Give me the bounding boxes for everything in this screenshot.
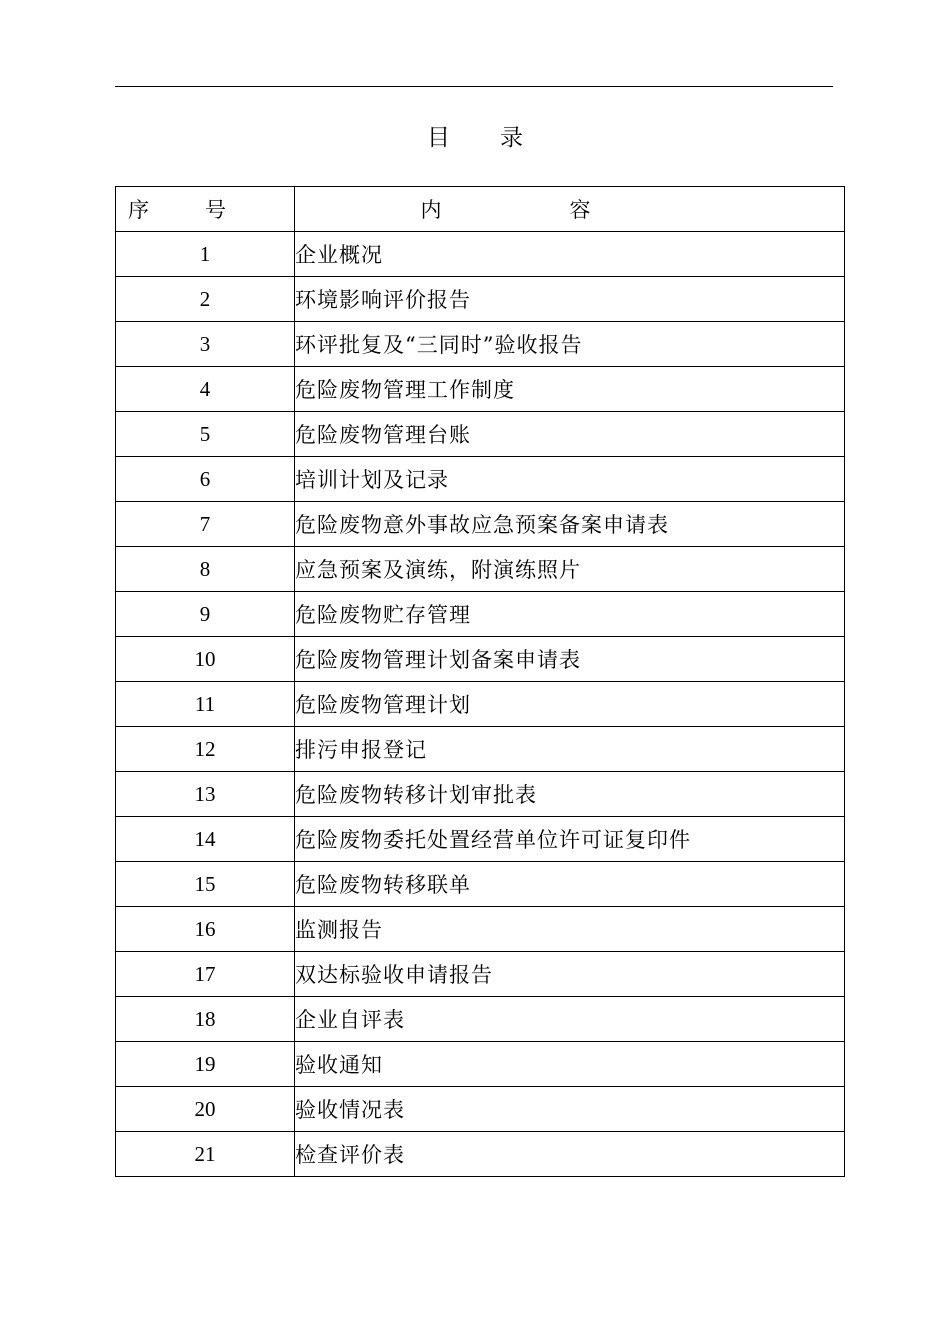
row-content: 危险废物管理台账 <box>295 412 845 457</box>
header-number: 序号 <box>116 187 295 232</box>
header-content: 内容 <box>295 187 845 232</box>
row-number: 1 <box>116 232 295 277</box>
header-rule <box>115 86 833 87</box>
table-row <box>116 277 845 322</box>
row-content: 应急预案及演练，附演练照片 <box>295 547 845 592</box>
table-header-row <box>116 187 845 232</box>
row-content: 危险废物管理工作制度 <box>295 367 845 412</box>
table-row <box>116 232 845 277</box>
row-number: 17 <box>116 952 295 997</box>
row-content: 企业概况 <box>295 232 845 277</box>
row-content: 危险废物管理计划 <box>295 682 845 727</box>
row-number: 2 <box>116 277 295 322</box>
row-number: 18 <box>116 997 295 1042</box>
table-row <box>116 547 845 592</box>
table-row <box>116 1042 845 1087</box>
table-row <box>116 367 845 412</box>
table-row <box>116 862 845 907</box>
table-row <box>116 457 845 502</box>
table-row <box>116 907 845 952</box>
row-number: 16 <box>116 907 295 952</box>
row-content: 危险废物转移计划审批表 <box>295 772 845 817</box>
row-content: 验收通知 <box>295 1042 845 1087</box>
row-number: 5 <box>116 412 295 457</box>
table-row <box>116 502 845 547</box>
table-row <box>116 592 845 637</box>
page-title: 目录 <box>427 125 573 151</box>
table-row <box>116 727 845 772</box>
row-content: 企业自评表 <box>295 997 845 1042</box>
table-row <box>116 1132 845 1177</box>
row-content: 监测报告 <box>295 907 845 952</box>
contents-table-body <box>116 232 845 1177</box>
row-number: 20 <box>116 1087 295 1132</box>
row-number: 8 <box>116 547 295 592</box>
row-number: 4 <box>116 367 295 412</box>
table-row <box>116 322 845 367</box>
row-number: 9 <box>116 592 295 637</box>
row-number: 10 <box>116 637 295 682</box>
table-row <box>116 682 845 727</box>
table-row <box>116 637 845 682</box>
row-content: 危险废物转移联单 <box>295 862 845 907</box>
table-row <box>116 952 845 997</box>
row-number: 7 <box>116 502 295 547</box>
table-row <box>116 772 845 817</box>
row-number: 13 <box>116 772 295 817</box>
table-row <box>116 412 845 457</box>
row-number: 12 <box>116 727 295 772</box>
row-number: 6 <box>116 457 295 502</box>
contents-table <box>115 186 845 1177</box>
row-content: 危险废物贮存管理 <box>295 592 845 637</box>
row-content: 危险废物意外事故应急预案备案申请表 <box>295 502 845 547</box>
row-number: 11 <box>116 682 295 727</box>
row-content: 危险废物管理计划备案申请表 <box>295 637 845 682</box>
row-content: 验收情况表 <box>295 1087 845 1132</box>
row-content: 环评批复及“三同时”验收报告 <box>295 322 845 367</box>
row-number: 21 <box>116 1132 295 1177</box>
row-number: 19 <box>116 1042 295 1087</box>
table-row <box>116 997 845 1042</box>
row-number: 15 <box>116 862 295 907</box>
row-content: 环境影响评价报告 <box>295 277 845 322</box>
table-row <box>116 817 845 862</box>
row-content: 双达标验收申请报告 <box>295 952 845 997</box>
table-row <box>116 1087 845 1132</box>
row-content: 培训计划及记录 <box>295 457 845 502</box>
row-content: 危险废物委托处置经营单位许可证复印件 <box>295 817 845 862</box>
row-number: 3 <box>116 322 295 367</box>
row-content: 排污申报登记 <box>295 727 845 772</box>
row-number: 14 <box>116 817 295 862</box>
row-content: 检查评价表 <box>295 1132 845 1177</box>
